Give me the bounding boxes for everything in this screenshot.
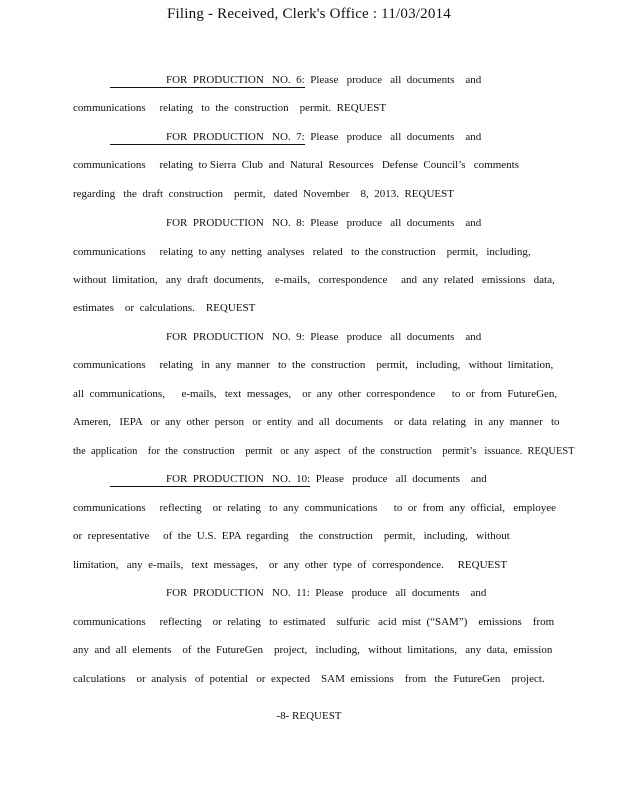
- rule-line: [110, 144, 305, 145]
- request-10-line-1: FOR PRODUCTION NO. 10: Please produce all documents and: [166, 473, 487, 485]
- request-7-line-3: regarding the draft construction permit, dated November 8, 2013. REQUEST: [73, 188, 454, 200]
- page-footer: -8- REQUEST: [276, 710, 342, 722]
- request-9-line-1: FOR PRODUCTION NO. 9: Please produce all documents and: [166, 331, 482, 343]
- request-11-line-1: FOR PRODUCTION NO. 11: Please produce all documents and: [166, 587, 487, 599]
- request-6-line-1: FOR PRODUCTION NO. 6: Please produce all documents and: [166, 74, 482, 86]
- filing-stamp-header: Filing - Received, Clerk's Office : 11/03/2014: [167, 6, 451, 22]
- request-8-line-4: estimates or calculations. REQUEST: [73, 302, 256, 314]
- request-10-line-3: or representative of the U.S. EPA regarding the construction permit, including, without: [73, 530, 510, 542]
- request-9-line-4: Ameren, IEPA or any other person or entity and all documents or data relating in any manner to: [73, 416, 560, 428]
- rule-line: [110, 87, 305, 88]
- request-9-line-5: the application for the construction permit or any aspect of the construction permit’s issuance. REQUEST: [73, 445, 575, 457]
- request-10-line-4: limitation, any e-mails, text messages, or any other type of correspondence. REQUEST: [73, 559, 508, 571]
- request-10-line-2: communications reflecting or relating to any communications to or from any official, employee: [73, 502, 557, 514]
- request-9-line-3: all communications, e-mails, text messages, or any other correspondence to or from FutureGen,: [73, 388, 558, 400]
- request-8-line-3: without limitation, any draft documents, e-mails, correspondence and any related emissions data,: [73, 274, 555, 286]
- request-7-line-1: FOR PRODUCTION NO. 7: Please produce all documents and: [166, 131, 482, 143]
- request-11-line-3: any and all elements of the FutureGen project, including, without limitations, any data, emission: [73, 644, 553, 656]
- request-8-line-2: communications relating to any netting analyses related to the construction permit, including,: [73, 246, 531, 258]
- request-11-line-2: communications reflecting or relating to estimated sulfuric acid mist (“SAM”) emissions from: [73, 616, 555, 628]
- request-8-line-1: FOR PRODUCTION NO. 8: Please produce all documents and: [166, 217, 482, 229]
- request-11-line-4: calculations or analysis of potential or expected SAM emissions from the FutureGen project.: [73, 673, 545, 685]
- request-6-line-2: communications relating to the construction permit. REQUEST: [73, 102, 387, 114]
- rule-line: [110, 486, 310, 487]
- request-9-line-2: communications relating in any manner to the construction permit, including, without limitation,: [73, 359, 554, 371]
- request-7-line-2: communications relating to Sierra Club and Natural Resources Defense Council’s comments: [73, 159, 520, 171]
